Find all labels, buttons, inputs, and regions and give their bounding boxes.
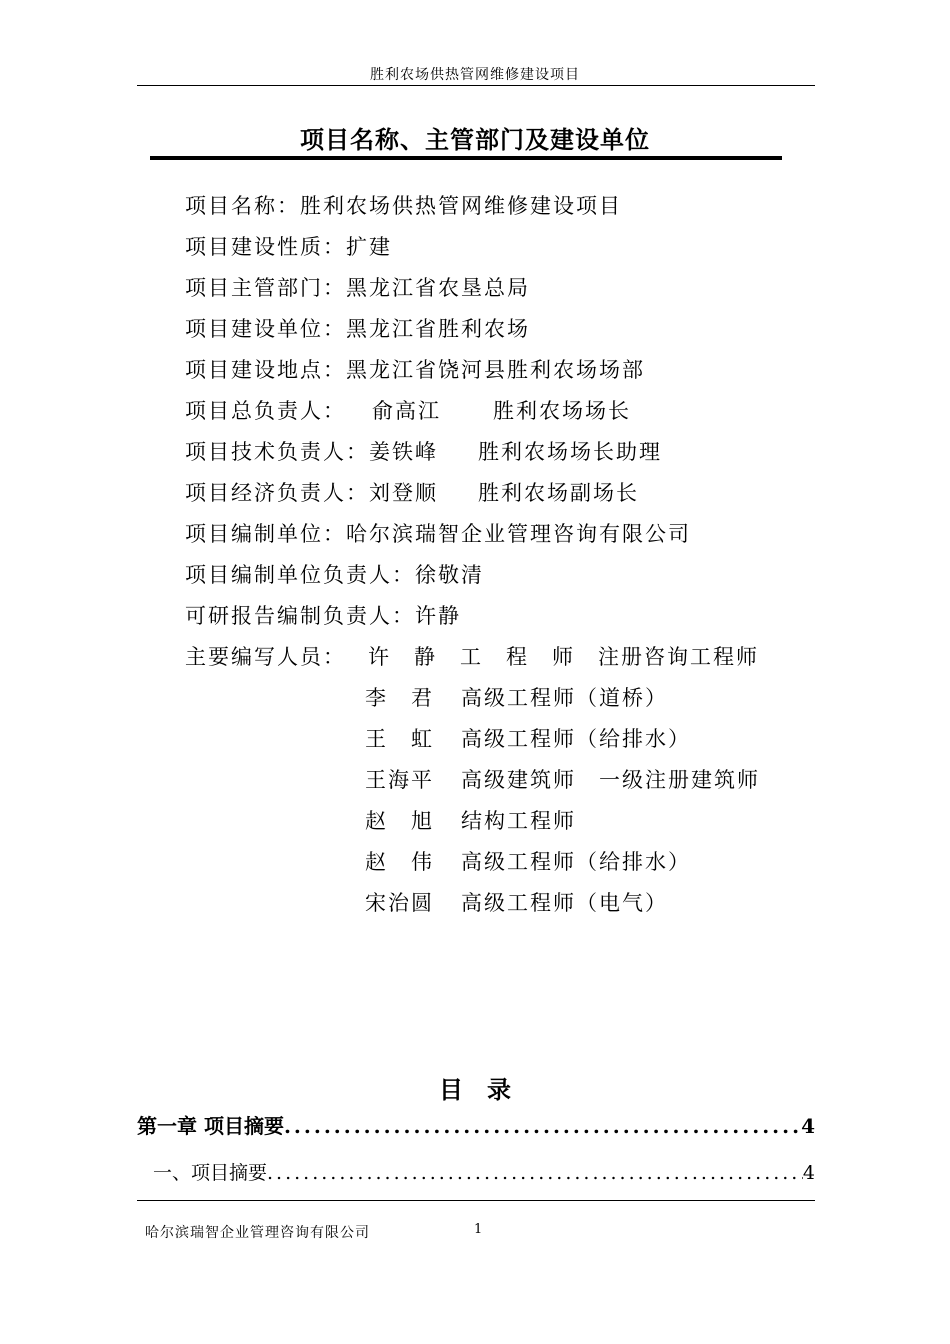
toc-entry-section-1[interactable] bbox=[137, 1158, 815, 1185]
project-tech-label: 项目技术负责人： bbox=[185, 440, 369, 464]
project-chief-name: 俞高江 bbox=[372, 399, 441, 423]
staff-member-role: 高级工程师（电气） bbox=[461, 891, 668, 915]
toc-entry-chapter-1[interactable] bbox=[137, 1110, 815, 1139]
title-rule bbox=[150, 156, 782, 160]
footer-page-number: 1 bbox=[474, 1222, 483, 1237]
staff-member bbox=[365, 685, 668, 711]
project-compiler-value: 哈尔滨瑞智企业管理咨询有限公司 bbox=[346, 522, 691, 546]
running-header: 胜利农场供热管网维修建设项目 bbox=[370, 67, 580, 83]
footer-company: 哈尔滨瑞智企业管理咨询有限公司 bbox=[145, 1225, 370, 1241]
staff-label: 主要编写人员： bbox=[185, 645, 346, 669]
project-nature-value: 扩建 bbox=[346, 235, 392, 259]
toc-leader-dots bbox=[267, 1162, 803, 1184]
project-dept-line bbox=[185, 275, 530, 301]
project-tech-line bbox=[185, 439, 662, 465]
project-chief-title: 胜利农场场长 bbox=[493, 399, 631, 423]
toc-title: 目 录 bbox=[439, 1075, 511, 1104]
project-site-label: 项目建设地点： bbox=[185, 358, 346, 382]
project-chief-label: 项目总负责人： bbox=[185, 399, 346, 423]
project-econ-title: 胜利农场副场长 bbox=[478, 481, 639, 505]
staff-member-name: 赵 伟 bbox=[365, 850, 434, 874]
staff-member-name: 李 君 bbox=[365, 686, 434, 710]
project-unit-label: 项目建设单位： bbox=[185, 317, 346, 341]
staff-member bbox=[365, 767, 760, 793]
project-tech-title: 胜利农场场长助理 bbox=[478, 440, 662, 464]
toc-entry-label: 一、项目摘要 bbox=[153, 1162, 268, 1184]
page-title: 项目名称、主管部门及建设单位 bbox=[300, 125, 650, 154]
project-dept-label: 项目主管部门： bbox=[185, 276, 346, 300]
project-nature-line bbox=[185, 234, 392, 260]
project-compiler-head-label: 项目编制单位负责人： bbox=[185, 563, 415, 587]
staff-member-role: 高级工程师（给排水） bbox=[461, 727, 691, 751]
project-name-value: 胜利农场供热管网维修建设项目 bbox=[300, 194, 622, 218]
staff-member-role: 高级建筑师 一级注册建筑师 bbox=[461, 768, 760, 792]
staff-member-name: 宋治圆 bbox=[365, 891, 434, 915]
toc-entry-page: 4 bbox=[801, 1114, 815, 1138]
toc-entry-page: 4 bbox=[802, 1162, 815, 1184]
staff-member-name: 王海平 bbox=[365, 768, 434, 792]
staff-member-role: 高级工程师（道桥） bbox=[461, 686, 668, 710]
staff-first: 许 静 工 程 师 注册咨询工程师 bbox=[368, 645, 759, 669]
project-econ-label: 项目经济负责人： bbox=[185, 481, 369, 505]
staff-member-name: 赵 旭 bbox=[365, 809, 434, 833]
project-dept-value: 黑龙江省农垦总局 bbox=[346, 276, 530, 300]
toc-leader-dots bbox=[284, 1114, 801, 1138]
project-tech-name: 姜铁峰 bbox=[369, 440, 438, 464]
report-head-value: 许静 bbox=[415, 604, 461, 628]
project-econ-line bbox=[185, 480, 639, 506]
staff-member bbox=[365, 726, 691, 752]
staff-member bbox=[365, 808, 576, 834]
project-unit-line bbox=[185, 316, 530, 342]
project-chief-line bbox=[185, 398, 631, 424]
footer-rule bbox=[137, 1200, 815, 1201]
staff-member-role: 结构工程师 bbox=[461, 809, 576, 833]
project-site-value: 黑龙江省饶河县胜利农场场部 bbox=[346, 358, 645, 382]
project-name-label: 项目名称： bbox=[185, 194, 300, 218]
staff-member bbox=[365, 849, 691, 875]
project-compiler-line bbox=[185, 521, 691, 547]
header-rule bbox=[137, 85, 815, 86]
staff-label-line bbox=[185, 644, 759, 670]
project-nature-label: 项目建设性质： bbox=[185, 235, 346, 259]
staff-member bbox=[365, 890, 668, 916]
report-head-label: 可研报告编制负责人： bbox=[185, 604, 415, 628]
staff-member-role: 高级工程师（给排水） bbox=[461, 850, 691, 874]
staff-member-name: 王 虹 bbox=[365, 727, 434, 751]
project-compiler-head-value: 徐敬清 bbox=[415, 563, 484, 587]
toc-entry-label: 第一章 项目摘要 bbox=[137, 1114, 284, 1138]
project-econ-name: 刘登顺 bbox=[369, 481, 438, 505]
project-name-line bbox=[185, 193, 622, 219]
project-compiler-label: 项目编制单位： bbox=[185, 522, 346, 546]
project-compiler-head-line bbox=[185, 562, 484, 588]
project-unit-value: 黑龙江省胜利农场 bbox=[346, 317, 530, 341]
report-head-line bbox=[185, 603, 461, 629]
project-site-line bbox=[185, 357, 645, 383]
